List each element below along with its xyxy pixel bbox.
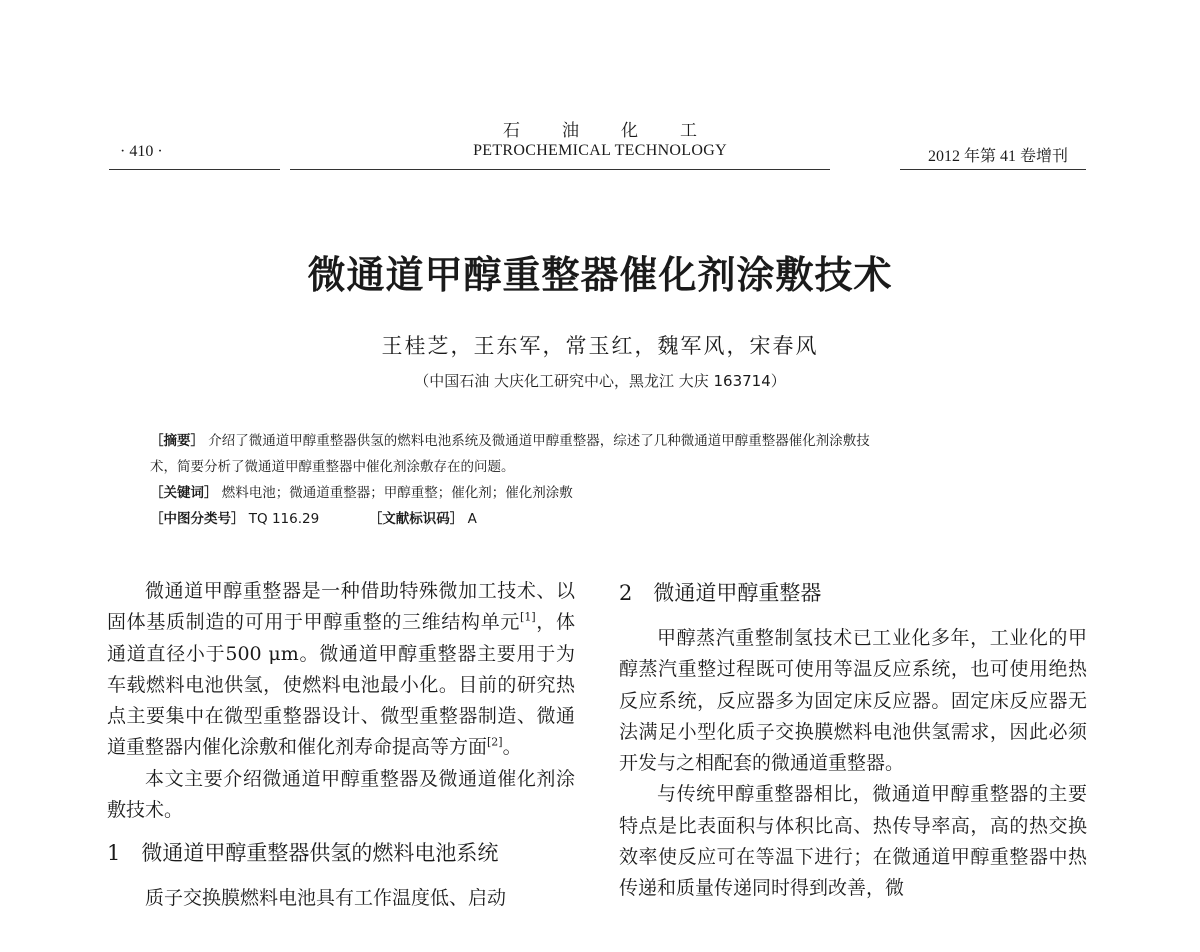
- classification-line: [150, 506, 1050, 532]
- clc-label: ［中图分类号］: [150, 511, 245, 527]
- citation: [2]: [487, 736, 503, 750]
- paragraph-text: 微通道甲醇重整器是一种借助特殊微加工技术、以固体基质制造的可用于甲醇重整的三维结构单元: [107, 580, 575, 634]
- abstract-line-1: [150, 428, 1050, 454]
- affiliation: （中国石油 大庆化工研究中心，黑龙江 大庆 163714）: [414, 372, 786, 390]
- author-list: 王桂芝，王东军，常玉红，魏军风，宋春风: [381, 334, 819, 358]
- paragraph-text: ，体通道直径小于500 μm。微通道甲醇重整器主要用于为车载燃料电池供氢，使燃料电池最小化。目前的研究热点主要集中在微型重整器设计、微型重整器制造、微通道重整器内催化涂敷和催化剂寿命提高等方面: [107, 611, 575, 759]
- body-column-left: [107, 576, 575, 915]
- article-title: 微通道甲醇重整器催化剂涂敷技术: [307, 253, 893, 297]
- keywords-label: ［关键词］: [150, 485, 218, 501]
- header-rule-left: [109, 169, 280, 170]
- section-heading-1: 1 微通道甲醇重整器供氢的燃料电池系统: [107, 841, 499, 866]
- header-rule-right: [900, 169, 1086, 170]
- body-paragraph: [107, 576, 575, 764]
- body-paragraph: 甲醇蒸汽重整制氢技术已工业化多年，工业化的甲醇蒸汽重整过程既可使用等温反应系统，也可使用绝热反应系统，反应器多为固定床反应器。固定床反应器无法满足小型化质子交换膜燃料电池供氢需求，因此必须开发与之相配套的微通道重整器。: [619, 627, 1087, 775]
- body-paragraph: 本文主要介绍微通道甲醇重整器及微通道催化剂涂敷技术。: [107, 767, 575, 822]
- abstract-line-2: [150, 454, 1050, 480]
- clc-code: TQ 116.29: [248, 511, 320, 527]
- page-number: · 410 ·: [120, 143, 163, 160]
- keywords-line: [150, 480, 1050, 506]
- doc-code: A: [467, 511, 477, 527]
- journal-name-en: PETROCHEMICAL TECHNOLOGY: [473, 142, 727, 159]
- issue-info: 2012 年第 41 卷增刊: [927, 148, 1068, 165]
- section-heading-2: 2 微通道甲醇重整器: [619, 581, 822, 605]
- citation: [1]: [520, 610, 536, 624]
- paragraph-text: 。: [502, 736, 522, 759]
- header-rule-center: [290, 169, 830, 170]
- body-column-right: [619, 576, 1087, 905]
- journal-name-cn: 石油化工: [503, 121, 739, 141]
- abstract: [150, 428, 1050, 532]
- keywords: 燃料电池；微通道重整器；甲醇重整；催化剂；催化剂涂敷: [221, 485, 573, 501]
- body-paragraph: 质子交换膜燃料电池具有工作温度低、启动: [145, 887, 507, 910]
- doc-code-label: ［文献标识码］: [368, 511, 464, 527]
- body-paragraph: 与传统甲醇重整器相比，微通道甲醇重整器的主要特点是比表面积与体积比高、热传导率高，高的热交换效率使反应可在等温下进行；在微通道甲醇重整器中热传递和质量传递同时得到改善，微: [619, 783, 1087, 900]
- abstract-label: ［摘要］: [150, 433, 204, 449]
- abstract-text-2: 术，简要分析了微通道甲醇重整器中催化剂涂敷存在的问题。: [150, 459, 515, 475]
- abstract-text-1: 介绍了微通道甲醇重整器供氢的燃料电池系统及微通道甲醇重整器，综述了几种微通道甲醇重整器催化剂涂敷技: [208, 433, 870, 449]
